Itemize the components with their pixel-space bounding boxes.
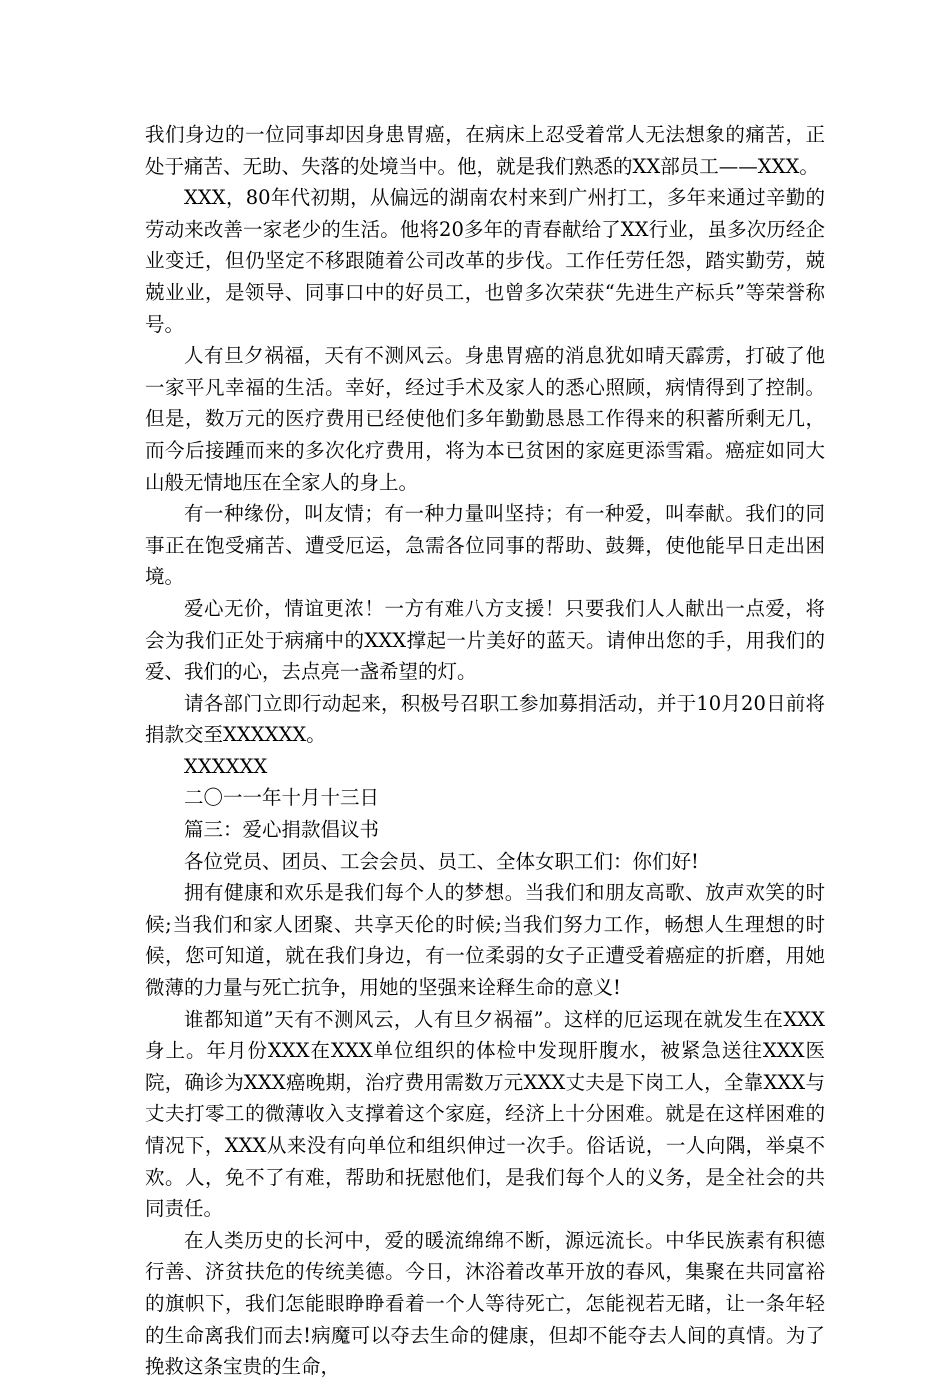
paragraph-illness: 人有旦夕祸福，天有不测风云。身患胃癌的消息犹如晴天霹雳，打破了他一家平凡幸福的生活。幸好，经过手术及家人的悉心照顾，病情得到了控制。但是，数万元的医疗费用已经使他们多年勤勤恳恳工作得来的积蓄所剩无几，而今后接踵而来的多次化疗费用，将为本已贫困的家庭更添雪霜。癌症如同大山般无情地压在全家人的身上。 (145, 344, 825, 494)
paragraph-dream: 拥有健康和欢乐是我们每个人的梦想。当我们和朋友高歌、放声欢笑的时候;当我们和家人团聚、共享天伦的时候;当我们努力工作，畅想人生理想的时候，您可知道，就在我们身边，有一位柔弱的女子正遭受着癌症的折磨，用她微薄的力量与死亡抗争，用她的坚强来诠释生命的意义! (145, 881, 825, 1000)
paragraph-friendship: 有一种缘份，叫友情；有一种力量叫坚持；有一种爱，叫奉献。我们的同事正在饱受痛苦、遭受厄运，急需各位同事的帮助、鼓舞，使他能早日走出困境。 (145, 502, 825, 589)
section-heading: 篇三：爱心捐款倡议书 (184, 818, 380, 842)
paragraph-action: 请各部门立即行动起来，积极号召职工参加募捐活动，并于10月20日前将捐款交至XXXXXX。 (145, 691, 825, 747)
signature-org: XXXXXX (184, 754, 268, 778)
paragraph-appeal: 爱心无价，情谊更浓！一方有难八方支援！只要我们人人献出一点爱，将会为我们正处于病痛中的XXX撑起一片美好的蓝天。请伸出您的手，用我们的爱、我们的心，去点亮一盏希望的灯。 (145, 596, 825, 684)
signature-date: 二〇一一年十月十三日 (184, 786, 380, 810)
paragraph-history: 在人类历史的长河中，爱的暖流绵绵不断，源远流长。中华民族素有积德行善、济贫扶危的传统美德。今日，沐浴着改革开放的春风，集聚在共同富裕的旗帜下，我们怎能眼睁睁看着一个人等待死亡，怎能视若无睹，让一条年轻的生命离我们而去!病魔可以夺去生命的健康，但却不能夺去人间的真情。为了挽救这条宝贵的生命， (145, 1228, 825, 1379)
salutation: 各位党员、团员、工会会员、员工、全体女职工们：你们好! (184, 849, 699, 873)
paragraph-background: XXX，80年代初期，从偏远的湖南农村来到广州打工，多年来通过辛勤的劳动来改善一家老少的生活。他将20多年的青春献给了XX行业，虽多次历经企业变迁，但仍坚定不移跟随着公司改革的步伐。工作任劳任怨，踏实勤劳，兢兢业业，是领导、同事口中的好员工，也曾多次荣获“先进生产标兵”等荣誉称号。 (145, 186, 825, 336)
document-page (145, 119, 825, 1383)
paragraph-intro: 我们身边的一位同事却因身患胃癌，在病床上忍受着常人无法想象的痛苦，正处于痛苦、无助、失落的处境当中。他，就是我们熟悉的XX部员工——XXX。 (145, 123, 825, 178)
paragraph-misfortune: 谁都知道”天有不测风云，人有旦夕祸福”。这样的厄运现在就发生在XXX身上。年月份XXX在XXX单位组织的体检中发现肝腹水，被紧急送往XXX医院，确诊为XXX癌晚期，治疗费用需数万元XXX丈夫是下岗工人，全靠XXX与丈夫打零工的微薄收入支撑着这个家庭，经济上十分困难。就是在这样困难的情况下，XXX从来没有向单位和组织伸过一次手。俗话说，一人向隅，举桌不欢。人，免不了有难，帮助和抚慰他们，是我们每个人的义务，是全社会的共同责任。 (145, 1007, 825, 1221)
